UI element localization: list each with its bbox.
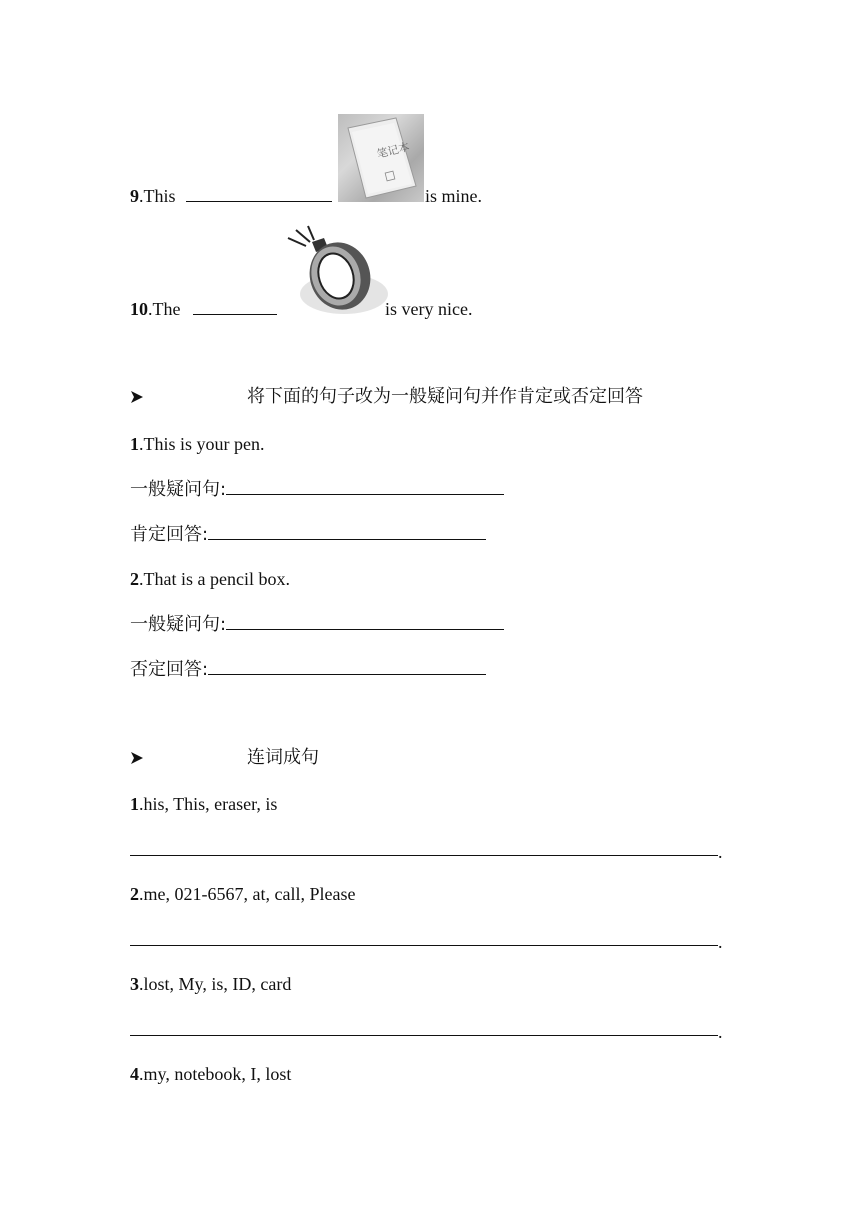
item-words: .me, 021-6567, at, call, Please [139, 884, 356, 904]
answer-blank[interactable] [226, 478, 504, 495]
question-9 [130, 185, 332, 207]
word-order-item-2 [130, 883, 355, 905]
period: . [718, 1022, 723, 1042]
notebook-cover-text: 笔记本 [375, 140, 411, 161]
period: . [718, 842, 723, 862]
affirmative-label: 肯定回答: [130, 524, 209, 545]
section-title: 连词成句 [247, 747, 319, 768]
item-number: 1 [130, 434, 139, 454]
question-10-end [385, 298, 472, 320]
answer-blank[interactable] [226, 613, 504, 630]
general-question-label: 一般疑问句: [130, 479, 227, 500]
general-question-row [130, 613, 504, 636]
fill-blank[interactable] [186, 185, 332, 202]
transform-item-1 [130, 433, 265, 455]
word-order-item-4 [130, 1063, 291, 1085]
answer-line[interactable] [130, 855, 718, 856]
answer-line[interactable] [130, 1035, 718, 1036]
item-number: 2 [130, 569, 139, 589]
fill-blank[interactable] [193, 298, 277, 315]
section-title: 将下面的句子改为一般疑问句并作肯定或否定回答 [247, 386, 643, 407]
word-order-item-3 [130, 973, 291, 995]
general-question-label: 一般疑问句: [130, 614, 227, 635]
item-words: .my, notebook, I, lost [139, 1064, 292, 1084]
question-text-before: .The [148, 299, 181, 319]
general-question-row [130, 478, 504, 501]
item-number: 1 [130, 794, 139, 814]
question-number: 10 [130, 299, 148, 319]
transform-item-2 [130, 568, 290, 590]
arrow-bullet-icon [131, 391, 143, 403]
question-10 [130, 298, 277, 320]
item-number: 2 [130, 884, 139, 904]
item-sentence: .This is your pen. [139, 434, 265, 454]
notebook-icon [338, 114, 424, 202]
item-words: .his, This, eraser, is [139, 794, 278, 814]
item-words: .lost, My, is, ID, card [139, 974, 292, 994]
answer-line[interactable] [130, 945, 718, 946]
question-number: 9 [130, 186, 139, 206]
negative-answer-row [130, 658, 486, 681]
question-text-after: is very nice. [385, 299, 473, 319]
item-sentence: .That is a pencil box. [139, 569, 290, 589]
ring-picture [282, 224, 390, 320]
ring-icon [282, 224, 390, 320]
item-number: 3 [130, 974, 139, 994]
question-9-end [425, 185, 482, 207]
notebook-picture [338, 114, 424, 202]
affirmative-answer-row [130, 523, 486, 546]
answer-blank[interactable] [208, 658, 486, 675]
item-number: 4 [130, 1064, 139, 1084]
arrow-bullet-icon [131, 752, 143, 764]
word-order-item-1 [130, 793, 277, 815]
negative-label: 否定回答: [130, 659, 209, 680]
period: . [718, 932, 723, 952]
answer-blank[interactable] [208, 523, 486, 540]
question-text-before: .This [139, 186, 176, 206]
question-text-after: is mine. [425, 186, 482, 206]
